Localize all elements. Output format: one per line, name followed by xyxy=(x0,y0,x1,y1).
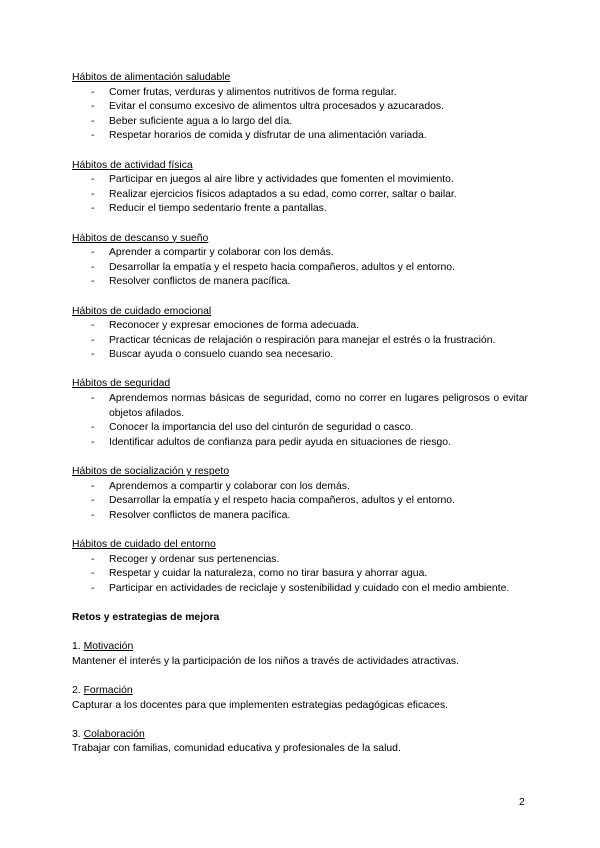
section-heading: Hábitos de alimentación saludable xyxy=(72,72,231,83)
dash-bullet: - xyxy=(91,115,95,127)
reto-label: Colaboración xyxy=(83,728,145,740)
reto-item xyxy=(72,684,528,713)
dash-bullet: - xyxy=(91,495,95,507)
dash-bullet: - xyxy=(91,203,95,215)
list-item-text: Aprendemos a compartir y colaborar con los demás. xyxy=(109,480,350,492)
habit-section xyxy=(72,71,528,144)
list-item-text: Recoger y ordenar sus pertenencias. xyxy=(109,553,280,565)
dash-bullet: - xyxy=(91,480,95,492)
dash-bullet: - xyxy=(91,261,95,273)
list-item xyxy=(72,261,528,276)
dash-bullet: - xyxy=(91,568,95,580)
dash-bullet: - xyxy=(91,130,95,142)
habit-section xyxy=(72,538,528,596)
list-item xyxy=(72,509,528,524)
dash-bullet: - xyxy=(91,188,95,200)
list-item-text: Comer frutas, verduras y alimentos nutritivos de forma regular. xyxy=(109,86,397,98)
habits-sections xyxy=(72,71,528,596)
section-heading: Hábitos de socialización y respeto xyxy=(72,466,230,478)
list-item-text: Evitar el consumo excesivo de alimentos ultra procesados y azucarados. xyxy=(109,101,444,113)
dash-bullet: - xyxy=(91,101,95,113)
dash-bullet: - xyxy=(91,422,95,434)
bullet-list xyxy=(72,319,528,363)
dash-bullet: - xyxy=(91,553,95,565)
reto-number: 2. xyxy=(72,684,81,696)
habit-section xyxy=(72,465,528,523)
reto-text: Trabajar con familias, comunidad educativa y profesionales de la salud. xyxy=(72,743,401,755)
list-item xyxy=(72,173,528,188)
list-item-text: Realizar ejercicios físicos adaptados a su edad, como correr, saltar o bailar. xyxy=(109,188,457,200)
list-item-text: Participar en juegos al aire libre y actividades que fomenten el movimiento. xyxy=(109,174,454,186)
list-item-text: Beber suficiente agua a lo largo del día. xyxy=(109,115,293,127)
reto-heading xyxy=(72,640,528,655)
retos-title: Retos y estrategias de mejora xyxy=(72,611,220,623)
dash-bullet: - xyxy=(91,349,95,361)
list-item xyxy=(72,553,528,568)
page-number: 2 xyxy=(519,797,525,808)
reto-item xyxy=(72,640,528,669)
dash-bullet: - xyxy=(91,276,95,288)
bullet-list xyxy=(72,553,528,597)
habit-section xyxy=(72,305,528,363)
list-item xyxy=(72,188,528,203)
list-item-text: Reconocer y expresar emociones de forma adecuada. xyxy=(109,320,360,332)
section-heading: Hábitos de cuidado del entorno xyxy=(72,539,216,550)
list-item xyxy=(72,348,528,363)
page-content xyxy=(72,71,528,772)
list-item xyxy=(72,334,528,349)
reto-label: Formación xyxy=(83,684,133,696)
dash-bullet: - xyxy=(91,247,95,259)
list-item-text: Resolver conflictos de manera pacífica. xyxy=(109,509,291,521)
dash-bullet: - xyxy=(91,86,95,98)
bullet-list xyxy=(72,173,528,217)
list-item-text: Desarrollar la empatía y el respeto hacia compañeros, adultos y el entorno. xyxy=(109,261,455,273)
reto-text: Mantener el interés y la participación de los niños a través de actividades atractivas. xyxy=(72,655,459,667)
reto-label: Motivación xyxy=(83,641,134,653)
habit-section xyxy=(72,232,528,290)
dash-bullet: - xyxy=(91,174,95,186)
section-heading: Hábitos de cuidado emocional xyxy=(72,305,212,317)
list-item xyxy=(72,275,528,290)
dash-bullet: - xyxy=(91,509,95,521)
list-item-text: Respetar y cuidar la naturaleza, como no tirar basura y ahorrar agua. xyxy=(109,568,428,580)
bullet-list xyxy=(72,480,528,524)
list-item-text: Resolver conflictos de manera pacífica. xyxy=(109,276,291,288)
list-item xyxy=(72,202,528,217)
habit-section xyxy=(72,159,528,217)
list-item xyxy=(72,129,528,144)
retos-list xyxy=(72,640,528,757)
list-item-text: Buscar ayuda o consuelo cuando sea necesario. xyxy=(109,349,334,361)
reto-number: 1. xyxy=(72,641,81,653)
reto-heading xyxy=(72,684,528,699)
list-item-text: Aprender a compartir y colaborar con los demás. xyxy=(109,247,334,259)
list-item xyxy=(72,246,528,261)
list-item-text: Aprendemos normas básicas de seguridad, como no correr en lugares peligrosos o evitar objetos afilados. xyxy=(109,393,528,419)
dash-bullet: - xyxy=(91,320,95,332)
list-item xyxy=(72,436,528,451)
bullet-list xyxy=(72,392,528,450)
dash-bullet: - xyxy=(91,334,95,346)
bullet-list xyxy=(72,246,528,290)
list-item-text: Desarrollar la empatía y el respeto hacia compañeros, adultos y el entorno. xyxy=(109,495,455,507)
list-item-text: Reducir el tiempo sedentario frente a pantallas. xyxy=(109,203,327,215)
bullet-list xyxy=(72,86,528,144)
list-item xyxy=(72,421,528,436)
list-item-text: Identificar adultos de confianza para pedir ayuda en situaciones de riesgo. xyxy=(109,436,451,448)
list-item xyxy=(72,86,528,101)
reto-text: Capturar a los docentes para que implementen estrategias pedagógicas eficaces. xyxy=(72,699,449,711)
section-heading: Hábitos de seguridad xyxy=(72,378,171,390)
list-item-text: Respetar horarios de comida y disfrutar de una alimentación variada. xyxy=(109,130,427,142)
reto-number: 3. xyxy=(72,728,81,740)
list-item-text: Conocer la importancia del uso del cinturón de seguridad o casco. xyxy=(109,422,414,434)
list-item xyxy=(72,567,528,582)
dash-bullet: - xyxy=(91,393,95,405)
list-item xyxy=(72,494,528,509)
list-item xyxy=(72,480,528,495)
dash-bullet: - xyxy=(91,582,95,594)
list-item-text: Participar en actividades de reciclaje y sostenibilidad y cuidado con el medio ambiente. xyxy=(109,582,510,594)
section-heading: Hábitos de actividad física xyxy=(72,159,193,171)
list-item xyxy=(72,115,528,130)
list-item xyxy=(72,100,528,115)
habit-section xyxy=(72,377,528,450)
section-heading: Hábitos de descanso y sueño xyxy=(72,232,209,244)
reto-heading xyxy=(72,728,528,743)
list-item xyxy=(72,319,528,334)
reto-item xyxy=(72,728,528,757)
dash-bullet: - xyxy=(91,436,95,448)
list-item xyxy=(72,392,528,421)
list-item-text: Practicar técnicas de relajación o respiración para manejar el estrés o la frustración. xyxy=(109,334,496,346)
list-item xyxy=(72,582,528,597)
